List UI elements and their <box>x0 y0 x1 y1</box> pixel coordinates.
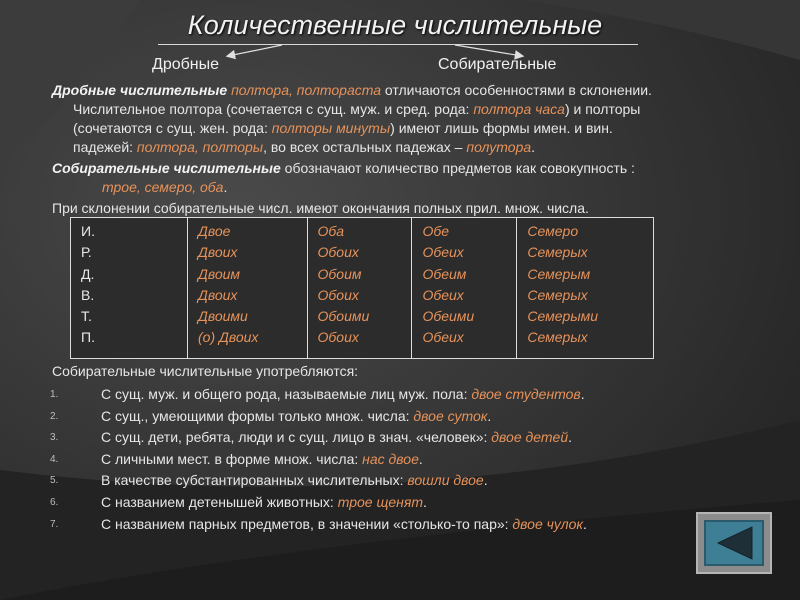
declension-form: Семерых <box>527 244 588 261</box>
category-collective: Собирательные <box>438 56 557 73</box>
declension-column-semero <box>517 218 654 359</box>
declension-form: Обеих <box>422 244 464 261</box>
case-label: П. <box>81 329 95 346</box>
declension-column-obe <box>412 218 517 359</box>
declension-form: Семерых <box>527 286 588 303</box>
collective-line-2 <box>52 178 772 197</box>
usage-example: двое чулок <box>512 515 584 532</box>
case-label: Р. <box>81 244 92 261</box>
fractional-examples: полтора, полтораста <box>231 82 382 98</box>
fractional-paragraph <box>52 81 772 157</box>
back-button[interactable] <box>696 512 772 574</box>
declension-form: Двоих <box>198 286 238 303</box>
fractional-line-3 <box>52 119 772 138</box>
declension-form: (о) Двоих <box>198 329 259 346</box>
fractional-text: ) имеют лишь формы имен. и вин. <box>390 120 613 136</box>
back-arrow-icon <box>710 524 766 562</box>
collective-text: . <box>223 179 228 195</box>
declension-form: Семерых <box>527 329 588 346</box>
declension-form: Семерым <box>527 265 591 282</box>
fractional-text: (сочетаются с сущ. жен. рода: <box>73 120 272 136</box>
category-fractional: Дробные <box>152 56 220 73</box>
list-item <box>50 470 750 492</box>
usage-example: трое щенят <box>337 493 423 510</box>
declension-form: Обоих <box>317 329 359 346</box>
usage-example: двое детей <box>491 429 569 446</box>
declension-form: Двоими <box>198 308 248 325</box>
declension-form: Двое <box>198 223 231 239</box>
declension-column-oba <box>307 218 412 359</box>
fractional-text: отличаются особенностями в склонении. <box>381 82 652 98</box>
list-number: 5. <box>50 475 59 487</box>
category-arrows <box>0 0 800 90</box>
usage-end: . <box>583 515 587 532</box>
declension-form: Двоим <box>198 265 241 282</box>
fractional-example: полтора часа <box>473 101 565 117</box>
declension-form: Двоих <box>198 244 238 261</box>
declension-form: Семерыми <box>527 308 599 325</box>
usage-end: . <box>423 493 427 510</box>
declension-form: Обеими <box>422 308 475 325</box>
declension-form: Обеих <box>422 286 464 303</box>
case-label: В. <box>81 286 95 303</box>
usage-intro: Собирательные числительные употребляются: <box>52 363 359 379</box>
list-number: 1. <box>50 389 59 400</box>
usage-text: С названием детенышей животных: <box>101 493 338 510</box>
case-label: Д. <box>81 265 95 282</box>
list-number: 4. <box>50 453 59 465</box>
declension-intro: При склонении собирательные числ. имеют окончания полных прил. множ. числа. <box>52 200 589 216</box>
declension-form: Обоих <box>317 286 359 303</box>
usage-example: нас двое <box>362 450 419 467</box>
usage-end: . <box>418 450 423 467</box>
list-number: 6. <box>50 496 59 508</box>
usage-text: С названием парных предметов, в значении «столько-то пар»: <box>101 515 513 532</box>
declension-form: Обеим <box>422 265 467 282</box>
declension-form: Обеих <box>422 329 464 346</box>
declension-form: Обоих <box>317 244 359 261</box>
collective-heading: Собирательные числительные <box>52 160 281 176</box>
list-item <box>50 449 750 471</box>
usage-text: С сущ., умеющими формы только множ. числа: <box>101 407 414 424</box>
fractional-text: ) и полторы <box>564 101 641 117</box>
list-number: 2. <box>50 410 59 422</box>
list-item <box>50 384 750 406</box>
collective-line-1 <box>52 159 772 178</box>
list-number: 3. <box>50 432 59 444</box>
list-item <box>50 514 750 536</box>
list-item <box>50 406 750 428</box>
fractional-line-4 <box>52 138 772 157</box>
usage-end: . <box>580 386 585 402</box>
usage-end: . <box>568 429 572 446</box>
fractional-text: падежей: <box>73 139 137 155</box>
arrow-left <box>228 45 282 56</box>
declension-column-dvoe <box>188 218 308 359</box>
declension-form: Оба <box>317 223 345 239</box>
list-number: 7. <box>50 518 59 530</box>
fractional-text: Числительное полтора (сочетается с сущ. муж. и сред. рода: <box>73 101 474 117</box>
collective-text: обозначают количество предметов как совокупность : <box>280 160 635 176</box>
list-item <box>50 492 750 514</box>
fractional-example: полтора, полторы <box>136 139 264 155</box>
declension-form: Семеро <box>527 223 579 239</box>
usage-example: двое студентов <box>471 386 581 402</box>
usage-end: . <box>487 407 492 424</box>
fractional-text: , во всех остальных падежах – <box>263 139 467 155</box>
usage-example: двое суток <box>413 407 488 424</box>
usage-text: В качестве субстантированных числительных: <box>101 472 408 489</box>
usage-end: . <box>483 472 488 489</box>
case-column <box>71 218 188 359</box>
fractional-text: . <box>531 139 536 155</box>
fractional-line-1 <box>52 81 772 100</box>
back-button-face <box>704 520 764 566</box>
slide-title: Количественные числительные <box>187 10 603 40</box>
collective-paragraph <box>52 159 772 197</box>
declension-form: Обоим <box>317 265 362 282</box>
declension-form: Обе <box>422 223 450 239</box>
usage-text: С сущ. дети, ребята, люди и с сущ. лицо в знач. «человек»: <box>101 429 492 446</box>
declension-form: Обоими <box>317 308 370 325</box>
case-label: Т. <box>81 308 92 325</box>
list-item <box>50 427 750 449</box>
fractional-example: полторы минуты <box>271 120 391 136</box>
fractional-heading: Дробные числительные <box>52 82 228 98</box>
usage-list <box>50 384 750 535</box>
collective-examples: трое, семеро, оба <box>102 179 224 195</box>
usage-example: вошли двое <box>407 472 484 489</box>
usage-text: С сущ. муж. и общего рода, называемые лиц муж. пола: <box>101 386 472 402</box>
usage-text: С личными мест. в форме множ. числа: <box>101 450 363 467</box>
arrow-right <box>455 45 522 56</box>
fractional-line-2 <box>52 100 772 119</box>
declension-table <box>70 217 654 359</box>
fractional-example: полутора <box>466 139 532 155</box>
case-label: И. <box>81 223 95 239</box>
